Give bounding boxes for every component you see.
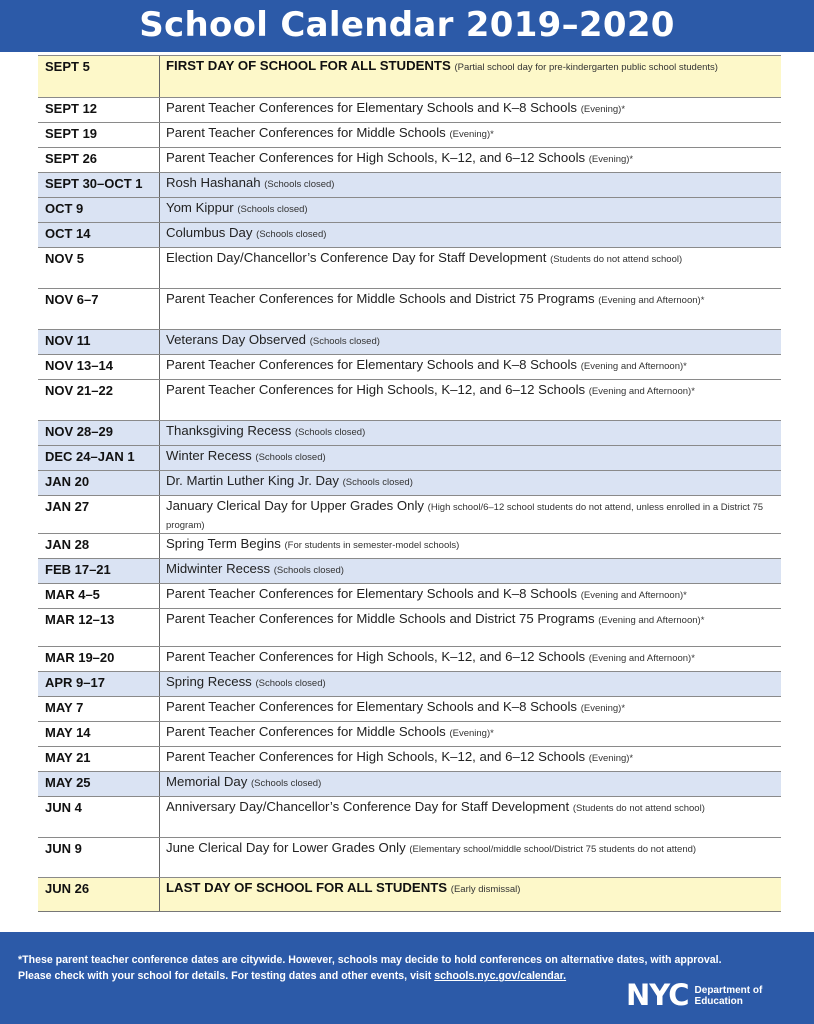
- logo-line-2: Education: [694, 996, 743, 1007]
- row-date: NOV 11: [38, 330, 160, 354]
- row-event: Spring Term Begins: [166, 536, 281, 551]
- row-event: LAST DAY OF SCHOOL FOR ALL STUDENTS: [166, 880, 448, 895]
- row-note: (Schools closed): [342, 477, 413, 488]
- row-note: (Early dismissal): [450, 884, 521, 895]
- row-date: NOV 28–29: [38, 421, 160, 445]
- row-date: JUN 9: [38, 838, 160, 877]
- row-event: Parent Teacher Conferences for Middle Schools and District 75 Programs: [166, 611, 595, 626]
- calendar-row: [38, 329, 781, 354]
- row-date: MAY 7: [38, 697, 160, 721]
- row-note: (High school/6–12 school students do not attend, unless enrolled in a District 75 program): [166, 502, 764, 531]
- row-note: (Evening and Afternoon)*: [588, 386, 695, 397]
- row-description: [160, 446, 781, 470]
- row-event: Winter Recess: [166, 448, 252, 463]
- doe-logo: [626, 980, 762, 1010]
- row-description: [160, 98, 781, 122]
- row-event: Election Day/Chancellor’s Conference Day for Staff Development: [166, 250, 547, 265]
- row-note: (Students do not attend school): [550, 254, 683, 265]
- row-date: NOV 5: [38, 248, 160, 288]
- calendar-row: [38, 172, 781, 197]
- calendar-row: [38, 771, 781, 796]
- row-description: [160, 772, 781, 796]
- calendar-row: [38, 495, 781, 533]
- calendar-row: [38, 97, 781, 122]
- row-date: NOV 21–22: [38, 380, 160, 420]
- row-note: (Elementary school/middle school/District 75 students do not attend): [409, 844, 697, 855]
- calendar-row: [38, 671, 781, 696]
- calendar-row: [38, 197, 781, 222]
- row-event: June Clerical Day for Lower Grades Only: [166, 840, 406, 855]
- row-note: (Evening and Afternoon)*: [598, 615, 705, 626]
- row-date: JUN 4: [38, 797, 160, 837]
- row-event: Veterans Day Observed: [166, 332, 307, 347]
- row-note: (Evening and Afternoon)*: [580, 590, 687, 601]
- row-description: [160, 330, 781, 354]
- calendar-row: [38, 420, 781, 445]
- calendar-table: [38, 55, 781, 912]
- row-description: [160, 697, 781, 721]
- row-note: (Evening)*: [580, 104, 626, 115]
- row-note: (Schools closed): [256, 229, 327, 240]
- row-event: Spring Recess: [166, 674, 252, 689]
- row-description: [160, 173, 781, 197]
- row-event: Parent Teacher Conferences for Elementary Schools and K–8 Schools: [166, 586, 578, 601]
- calendar-row: [38, 746, 781, 771]
- row-date: SEPT 19: [38, 123, 160, 147]
- row-event: Columbus Day: [166, 225, 253, 240]
- row-date: SEPT 12: [38, 98, 160, 122]
- row-description: [160, 878, 781, 911]
- row-date: NOV 6–7: [38, 289, 160, 329]
- row-event: Dr. Martin Luther King Jr. Day: [166, 473, 339, 488]
- footer-banner: [0, 932, 814, 1024]
- row-date: DEC 24–JAN 1: [38, 446, 160, 470]
- footer-note-line-1: *These parent teacher conference dates are citywide. However, schools may decide to hold conferences on alternative dates, with approval.: [18, 954, 722, 966]
- row-description: [160, 534, 781, 558]
- row-description: [160, 471, 781, 495]
- row-note: (Evening and Afternoon)*: [588, 653, 695, 664]
- row-event: Anniversary Day/Chancellor’s Conference Day for Staff Development: [166, 799, 570, 814]
- row-event: Memorial Day: [166, 774, 248, 789]
- row-note: (Schools closed): [255, 452, 326, 463]
- row-note: (Evening and Afternoon)*: [598, 295, 705, 306]
- row-date: OCT 14: [38, 223, 160, 247]
- row-description: [160, 672, 781, 696]
- calendar-row: [38, 646, 781, 671]
- row-date: FEB 17–21: [38, 559, 160, 583]
- calendar-row: [38, 122, 781, 147]
- row-note: (Schools closed): [264, 179, 335, 190]
- calendar-row: [38, 379, 781, 420]
- row-date: MAR 12–13: [38, 609, 160, 646]
- row-event: Parent Teacher Conferences for High Schools, K–12, and 6–12 Schools: [166, 150, 586, 165]
- row-description: [160, 496, 781, 533]
- row-date: MAY 21: [38, 747, 160, 771]
- row-event: Parent Teacher Conferences for High Schools, K–12, and 6–12 Schools: [166, 649, 586, 664]
- row-event: Rosh Hashanah: [166, 175, 261, 190]
- calendar-row: [38, 696, 781, 721]
- row-note: (Evening and Afternoon)*: [580, 361, 687, 372]
- row-event: Parent Teacher Conferences for High Schools, K–12, and 6–12 Schools: [166, 382, 586, 397]
- calendar-row: [38, 877, 781, 911]
- row-event: Parent Teacher Conferences for Middle Schools: [166, 125, 446, 140]
- row-note: (Students do not attend school): [572, 803, 705, 814]
- row-note: (For students in semester-model schools): [284, 540, 460, 551]
- row-event: Parent Teacher Conferences for Elementary Schools and K–8 Schools: [166, 699, 578, 714]
- nyc-logo-mark: NYC: [626, 978, 689, 1012]
- row-description: [160, 722, 781, 746]
- title-banner: [0, 0, 814, 52]
- row-description: [160, 838, 781, 877]
- row-date: MAR 4–5: [38, 584, 160, 608]
- row-date: JUN 26: [38, 878, 160, 911]
- row-note: (Partial school day for pre-kindergarten public school students): [454, 62, 718, 73]
- row-description: [160, 797, 781, 837]
- calendar-row: [38, 721, 781, 746]
- row-event: Thanksgiving Recess: [166, 423, 292, 438]
- row-description: [160, 148, 781, 172]
- row-description: [160, 609, 781, 646]
- row-note: (Schools closed): [237, 204, 308, 215]
- calendar-row: [38, 445, 781, 470]
- calendar-row: [38, 55, 781, 97]
- row-note: (Schools closed): [251, 778, 322, 789]
- row-description: [160, 421, 781, 445]
- row-description: [160, 647, 781, 671]
- page-title: School Calendar 2019–2020: [139, 5, 675, 45]
- row-date: MAY 25: [38, 772, 160, 796]
- calendar-row: [38, 470, 781, 495]
- row-note: (Schools closed): [255, 678, 326, 689]
- calendar-link[interactable]: schools.nyc.gov/calendar.: [434, 970, 567, 982]
- row-event: January Clerical Day for Upper Grades Only: [166, 498, 424, 513]
- calendar-row: [38, 837, 781, 877]
- calendar-row: [38, 796, 781, 837]
- row-note: (Evening)*: [588, 154, 634, 165]
- row-description: [160, 355, 781, 379]
- row-description: [160, 747, 781, 771]
- row-event: Parent Teacher Conferences for Elementary Schools and K–8 Schools: [166, 357, 578, 372]
- calendar-row: [38, 583, 781, 608]
- row-date: JAN 27: [38, 496, 160, 533]
- calendar-row: [38, 558, 781, 583]
- row-description: [160, 123, 781, 147]
- row-note: (Schools closed): [273, 565, 344, 576]
- row-note: (Schools closed): [295, 427, 366, 438]
- calendar-row: [38, 222, 781, 247]
- row-note: (Evening)*: [580, 703, 626, 714]
- row-date: SEPT 5: [38, 56, 160, 97]
- row-description: [160, 559, 781, 583]
- row-date: NOV 13–14: [38, 355, 160, 379]
- row-event: Parent Teacher Conferences for Middle Schools: [166, 724, 446, 739]
- row-description: [160, 56, 781, 97]
- row-event: Parent Teacher Conferences for Middle Schools and District 75 Programs: [166, 291, 595, 306]
- calendar-row: [38, 354, 781, 379]
- row-description: [160, 223, 781, 247]
- logo-line-1: Department of: [694, 985, 763, 996]
- row-date: SEPT 30–OCT 1: [38, 173, 160, 197]
- row-note: (Evening)*: [449, 129, 494, 140]
- row-date: JAN 28: [38, 534, 160, 558]
- row-event: Yom Kippur: [166, 200, 234, 215]
- calendar-row: [38, 533, 781, 558]
- row-date: MAR 19–20: [38, 647, 160, 671]
- calendar-row: [38, 147, 781, 172]
- row-date: OCT 9: [38, 198, 160, 222]
- calendar-row: [38, 608, 781, 646]
- row-event: Parent Teacher Conferences for Elementary Schools and K–8 Schools: [166, 100, 578, 115]
- footer-note-line-2: Please check with your school for details. For testing dates and other events, visit: [18, 970, 432, 982]
- row-event: Midwinter Recess: [166, 561, 271, 576]
- row-date: SEPT 26: [38, 148, 160, 172]
- row-date: JAN 20: [38, 471, 160, 495]
- logo-department-text: [695, 985, 763, 1007]
- row-note: (Schools closed): [309, 336, 380, 347]
- calendar-row: [38, 288, 781, 329]
- row-description: [160, 584, 781, 608]
- calendar-row: [38, 247, 781, 288]
- row-description: [160, 289, 781, 329]
- row-event: FIRST DAY OF SCHOOL FOR ALL STUDENTS: [166, 58, 451, 73]
- row-description: [160, 198, 781, 222]
- row-description: [160, 248, 781, 288]
- row-note: (Evening)*: [588, 753, 634, 764]
- row-date: MAY 14: [38, 722, 160, 746]
- row-description: [160, 380, 781, 420]
- row-event: Parent Teacher Conferences for High Schools, K–12, and 6–12 Schools: [166, 749, 586, 764]
- row-date: APR 9–17: [38, 672, 160, 696]
- row-note: (Evening)*: [449, 728, 494, 739]
